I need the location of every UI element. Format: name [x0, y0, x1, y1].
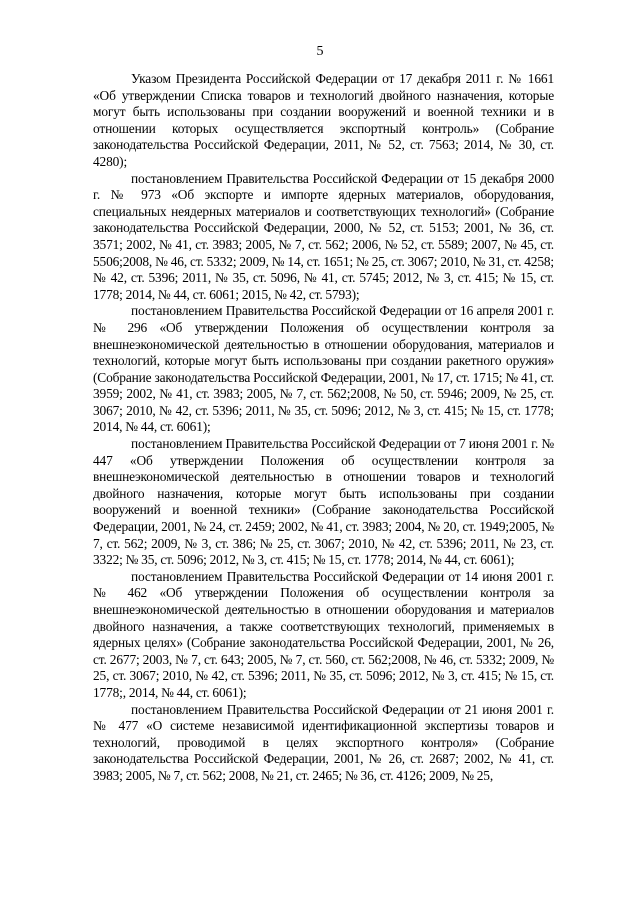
page-number: 5 — [316, 44, 324, 59]
paragraph-resolution-447: постановлением Правительства Российской Федерации от 7 июня 2001 г. № 447 «Об утверждении Положения об осуществлении контроля за внешнеэкономической деятельностью в отношении товаров и технологий двойного назначения, которые могут быть использованы при создании вооружений и военной техники» (Собрание законодательства Российской Федерации, 2001, № 24, ст. 2459; 2002, № 41, ст. 3983; 2004, № 20, ст. 1949;2005, № 7, ст. 562; 2009, № 3, ст. 386; № 25, ст. 3067; 2010, № 42, ст. 5396; 2011, № 23, ст. 3322; № 35, ст. 5096; 2012, № 3, ст. 415; № 15, ст. 1778; 2014, № 44, ст. 6061); — [93, 436, 554, 568]
paragraph-presidential-decree-1661: Указом Президента Российской Федерации от 17 декабря 2011 г. № 1661 «Об утверждении Списка товаров и технологий двойного назначения, которые могут быть использованы при создании вооружений и военной техники и в отношении которых осуществляется экспортный контроль» (Собрание законодательства Российской Федерации, 2011, № 52, ст. 7563; 2014, № 30, ст. 4280); — [93, 71, 554, 169]
paragraph-resolution-973: постановлением Правительства Российской Федерации от 15 декабря 2000 г. № 973 «Об экспорте и импорте ядерных материалов, оборудования, специальных неядерных материалов и соответствующих технологий» (Собрание законодательства Российской Федерации, 2000, № 52, ст. 5153; 2001, № 36, ст. 3571; 2002, № 41, ст. 3983; 2005, № 7, ст. 562; 2006, № 52, ст. 5589; 2007, № 45, ст. 5506;2008, № 46, ст. 5332; 2009, № 14, ст. 1651; № 25, ст. 3067; 2010, № 31, ст. 4258; № 42, ст. 5396; 2011, № 35, ст. 5096, № 41, ст. 5745; 2012, № 3, ст. 415; № 15, ст. 1778; 2014, № 44, ст. 6061; 2015, № 42, ст. 5793); — [93, 170, 554, 302]
paragraph-resolution-477: постановлением Правительства Российской Федерации от 21 июня 2001 г. № 477 «О системе независимой идентификационной экспертизы товаров и технологий, проводимой в целях экспортного контроля» (Собрание законодательства Российской Федерации, 2001, № 26, ст. 2687; 2002, № 41, ст. 3983; 2005, № 7, ст. 562; 2008, № 21, ст. 2465; № 36, ст. 4126; 2009, № 25, — [93, 701, 554, 783]
document-body — [93, 71, 554, 785]
paragraph-resolution-462: постановлением Правительства Российской Федерации от 14 июня 2001 г. № 462 «Об утверждении Положения об осуществлении контроля за внешнеэкономической деятельностью в отношении оборудования и материалов двойного назначения, а также соответствующих технологий, применяемых в ядерных целях» (Собрание законодательства Российской Федерации, 2001, № 26, ст. 2677; 2003, № 7, ст. 643; 2005, № 7, ст. 560, ст. 562;2008, № 46, ст. 5332; 2009, № 25, ст. 3067; 2010, № 42, ст. 5396; 2011, № 35, ст. 5096; 2012, № 3, ст. 415; № 15, ст. 1778;, 2014, № 44, ст. 6061); — [93, 568, 554, 700]
paragraph-resolution-296: постановлением Правительства Российской Федерации от 16 апреля 2001 г. № 296 «Об утверждении Положения об осуществлении контроля за внешнеэкономической деятельностью в отношении оборудования, материалов и технологий, которые могут быть использованы при создании ракетного оружия» (Собрание законодательства Российской Федерации, 2001, № 17, ст. 1715; № 41, ст. 3959; 2002, № 41, ст. 3983; 2005, № 7, ст. 562;2008, № 50, ст. 5946; 2009, № 25, ст. 3067; 2010, № 42, ст. 5396; 2011, № 35, ст. 5096; 2012, № 3, ст. 415; № 15, ст. 1778; 2014, № 44, ст. 6061); — [93, 303, 554, 435]
